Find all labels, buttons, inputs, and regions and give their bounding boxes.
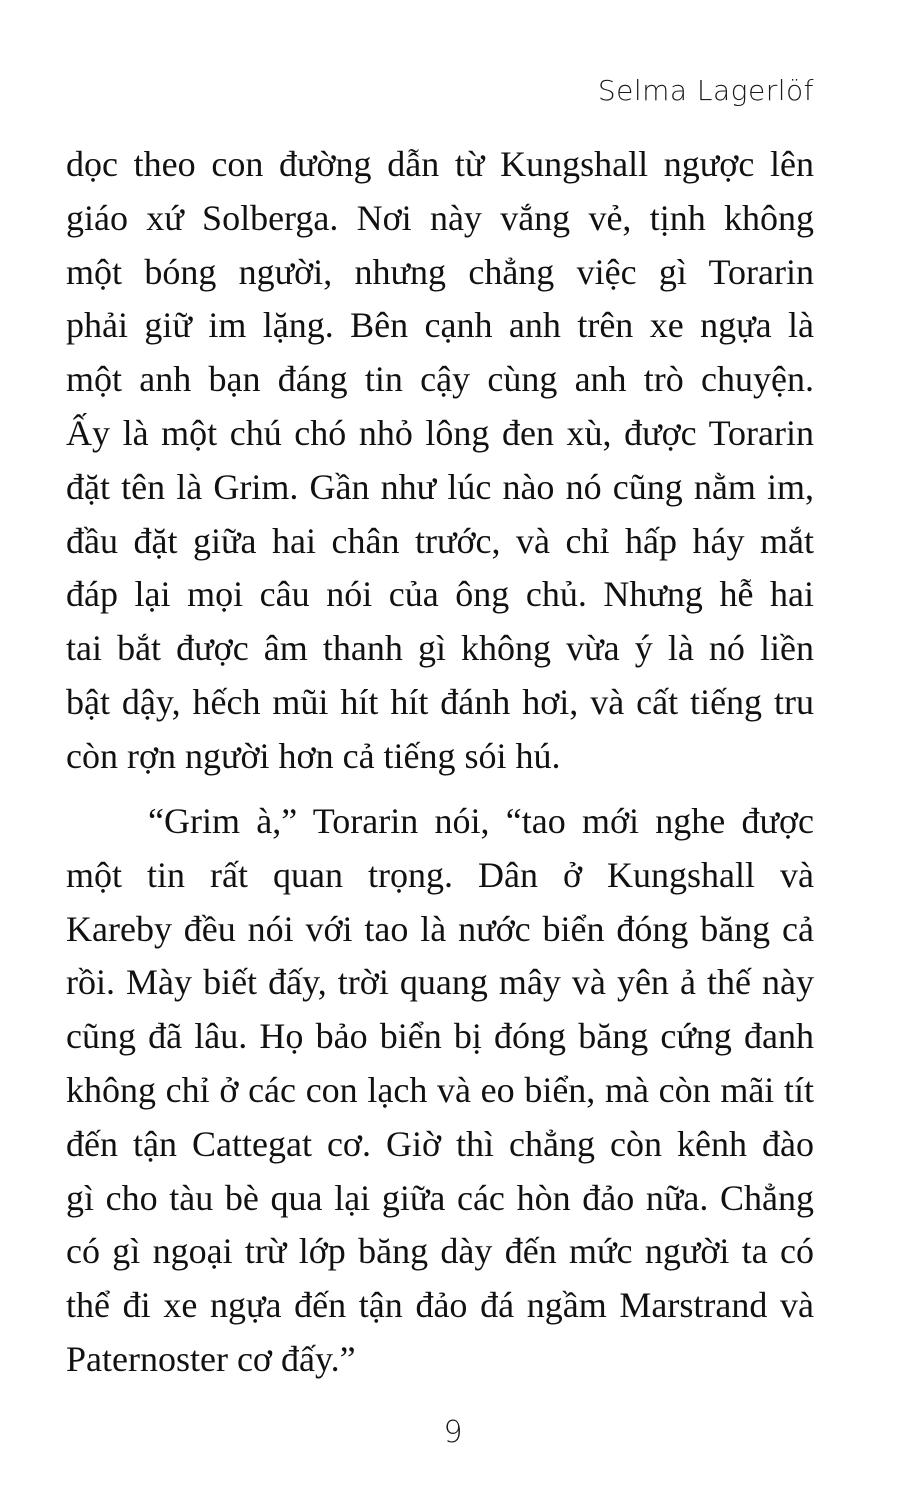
- page-number: 9: [443, 1415, 463, 1450]
- text-line: đến tận Cattegat cơ. Giờ thì chẳng còn kênh đào: [66, 1123, 814, 1164]
- paragraph-1: [66, 138, 814, 784]
- text-line: tai bắt được âm thanh gì không vừa ý là nó liền: [66, 628, 814, 669]
- text-line: gì cho tàu bè qua lại giữa các hòn đảo nữa. Chẳng: [66, 1177, 814, 1218]
- text-line: thể đi xe ngựa đến tận đảo đá ngầm Marstrand và: [66, 1285, 814, 1326]
- text-line: “Grim à,” Torarin nói, “tao mới nghe được: [148, 801, 814, 841]
- text-line: dọc theo con đường dẫn từ Kungshall ngược lên: [66, 144, 814, 184]
- text-line: một tin rất quan trọng. Dân ở Kungshall và: [66, 854, 814, 895]
- paragraph-2: [66, 795, 814, 1387]
- text-line: bật dậy, hếch mũi hít hít đánh hơi, và cất tiếng tru: [66, 681, 814, 722]
- text-line: đặt tên là Grim. Gần như lúc nào nó cũng nằm im,: [66, 466, 814, 507]
- text-line: rồi. Mày biết đấy, trời quang mây và yên ả thế này: [66, 962, 814, 1003]
- text-line: đáp lại mọi câu nói của ông chủ. Nhưng hễ hai: [66, 574, 814, 615]
- text-line: cũng đã lâu. Họ bảo biển bị đóng băng cứng đanh: [66, 1016, 814, 1057]
- text-line: Ấy là một chú chó nhỏ lông đen xù, được Torarin: [66, 412, 814, 453]
- text-line: một bóng người, nhưng chẳng việc gì Torarin: [66, 251, 814, 292]
- text-line: có gì ngoại trừ lớp băng dày đến mức người ta có: [66, 1231, 814, 1272]
- text-line: Kareby đều nói với tao là nước biển đóng băng cả: [66, 908, 814, 949]
- text-line: còn rợn người hơn cả tiếng sói hú.: [66, 735, 561, 776]
- text-line: một anh bạn đáng tin cậy cùng anh trò chuyện.: [66, 359, 814, 400]
- text-line: đầu đặt giữa hai chân trước, và chỉ hấp háy mắt: [66, 520, 814, 561]
- text-line: không chỉ ở các con lạch và eo biển, mà còn mãi tít: [66, 1069, 814, 1110]
- text-line: giáo xứ Solberga. Nơi này vắng vẻ, tịnh không: [66, 197, 814, 238]
- text-line: Paternoster cơ đấy.”: [66, 1338, 356, 1379]
- running-header-author: Selma Lagerlöf: [597, 74, 814, 107]
- text-line: phải giữ im lặng. Bên cạnh anh trên xe ngựa là: [66, 305, 814, 346]
